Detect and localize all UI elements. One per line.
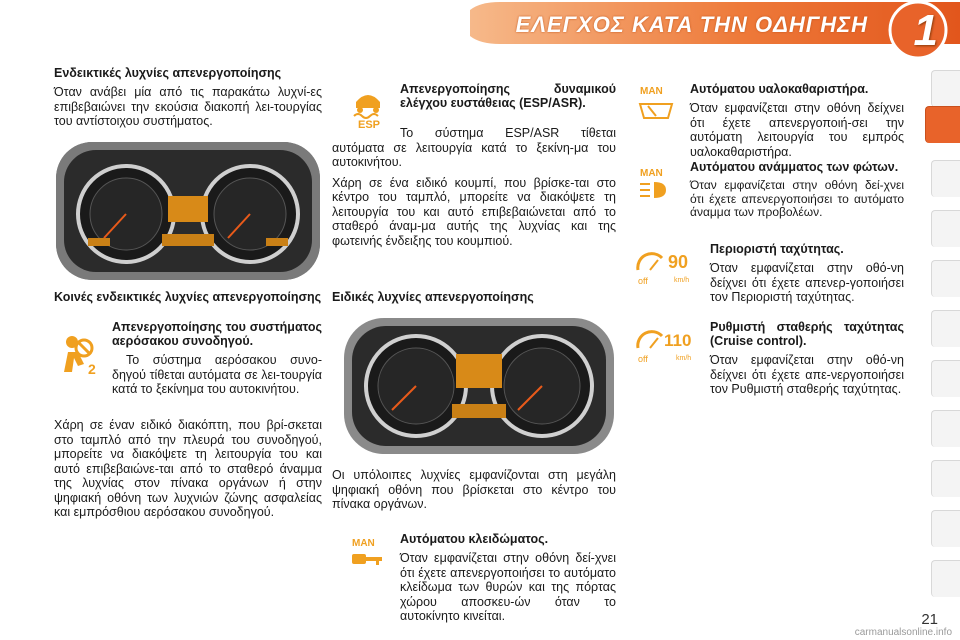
speed-limiter-value: 90 [668, 252, 689, 272]
auto-lights-heading: Αυτόματου ανάμματος των φώτων. [690, 160, 899, 174]
chapter-tab[interactable] [931, 160, 960, 197]
intro-text: Όταν ανάβει μία από τις παρακάτω λυχνί-ες επιβεβαιώνει την εκούσια διακοπή λει-τουργίας του αντίστοιχου συστήματος. [54, 85, 322, 128]
specific-lights-section [332, 290, 616, 309]
page-header [0, 0, 960, 60]
esp-text-block [332, 126, 616, 254]
chapter-tab[interactable] [931, 70, 960, 107]
esp-block [400, 82, 616, 115]
cruise-control-off-label: off [638, 354, 648, 364]
chapter-tab[interactable] [931, 410, 960, 447]
watermark: carmanualsonline.info [854, 627, 952, 638]
instrument-panel-image [56, 142, 320, 280]
instrument-panel-image-2 [344, 318, 614, 454]
chapter-number: 1 [913, 6, 938, 55]
speed-limiter-heading: Περιοριστή ταχύτητας. [710, 242, 844, 256]
auto-lock-icon-label: MAN [352, 538, 375, 549]
cruise-control-unit: km/h [676, 355, 692, 362]
esp-heading: Απενεργοποίησης δυναμικού ελέγχου ευστάθειας (ESP/ASR). [400, 82, 616, 110]
auto-wiper-icon [636, 82, 676, 124]
page-number: 21 [921, 611, 938, 628]
chapter-tab[interactable] [931, 210, 960, 247]
chapter-tab[interactable] [931, 560, 960, 597]
section-heading: Κοινές ενδεικτικές λυχνίες απενεργοποίησης [54, 290, 322, 304]
airbag-text: Το σύστημα αερόσακου συνο-δηγού τίθεται αυτόματα σε λει-τουργία κατά το ξεκίνημα του αυτοκινήτου. [112, 353, 322, 396]
speed-limiter-icon [634, 246, 702, 286]
auto-wiper-block [690, 82, 904, 165]
common-lights-section [54, 290, 322, 309]
specific-lights-text: Οι υπόλοιπες λυχνίες εμφανίζονται στη μεγάλη ψηφιακή οθόνη που βρίσκεται στο κέντρο του πίνακα οργάνων. [332, 468, 616, 511]
airbag-heading: Απενεργοποίησης του συστήματος αερόσακου συνοδηγού. [112, 320, 322, 348]
speed-limiter-unit: km/h [674, 277, 690, 284]
page-title: ΕΛΕΓΧΟΣ ΚΑΤΑ ΤΗΝ ΟΔΗΓΗΣΗ [515, 12, 868, 37]
auto-wiper-heading: Αυτόματου υαλοκαθαριστήρα. [690, 82, 869, 96]
cruise-control-block [710, 320, 904, 403]
auto-lights-icon [636, 164, 676, 204]
auto-lock-block [400, 532, 616, 630]
auto-lights-block [690, 160, 904, 226]
auto-lock-heading: Αυτόματου κλειδώματος. [400, 532, 549, 546]
svg-text:2: 2 [88, 361, 96, 376]
airbag-block [112, 320, 322, 403]
cruise-control-icon [634, 324, 702, 364]
cruise-control-value: 110 [664, 331, 692, 350]
section-heading: Ενδεικτικές λυχνίες απενεργοποίησης [54, 66, 282, 80]
instrument-cluster-illustration [344, 318, 614, 454]
esp-detail-text: Χάρη σε ένα ειδικό κουμπί, που βρίσκε-ται στο κέντρο του ταμπλό, μπορείτε να διακόψετε τη λειτουργία του και αυτό επιβεβαιώνεται από το σταθερό άναμ-μα αυτής της λυχνίας και της φωτεινής ένδειξης του κουμπιού. [332, 175, 616, 248]
auto-lock-text: Όταν εμφανίζεται στην οθόνη δεί-χνει ότι έχετε απενεργοποιήσει το αυτόματο κλείδωμα των θυρών και της πόρτας χώρου αποσκευ-ών όταν το αυτοκίνητο κινείται. [400, 551, 616, 623]
chapter-tab[interactable] [931, 260, 960, 297]
speed-limiter-text: Όταν εμφανίζεται στην οθό-νη δείχνει ότι έχετε απενερ-γοποιήσει τον Περιοριστή ταχύτητας. [710, 261, 904, 304]
specific-lights-text-block [332, 468, 616, 518]
auto-lights-icon-label: MAN [640, 168, 663, 179]
chapter-tab[interactable] [931, 310, 960, 347]
auto-lights-text: Όταν εμφανίζεται στην οθόνη δεί-χνει ότι έχετε απενεργοποιήσει το αυτόματο άναμμα των προβολέων. [690, 178, 904, 219]
chapter-tabs [928, 70, 960, 600]
airbag-details [54, 418, 322, 526]
speed-limiter-off-label: off [638, 276, 648, 286]
speed-limiter-block [710, 242, 904, 311]
cruise-control-text: Όταν εμφανίζεται στην οθό-νη δείχνει ότι έχετε απε-νεργοποιήσει τον Ρυθμιστή σταθερής ταχύτητας. [710, 353, 904, 396]
chapter-tab-active[interactable] [925, 106, 960, 143]
chapter-tab[interactable] [931, 460, 960, 497]
airbag-off-icon [58, 332, 102, 376]
auto-wiper-icon-label: MAN [640, 86, 663, 97]
auto-wiper-text: Όταν εμφανίζεται στην οθόνη δείχνει ότι έχετε απενεργοποιή-σει την αυτόματη λειτουργία του εμπρός υαλοκαθαριστήρα. [690, 101, 904, 159]
chapter-tab[interactable] [931, 510, 960, 547]
airbag-detail-text: Χάρη σε έναν ειδικό διακόπτη, που βρί-σκεται στο ταμπλό από την πλευρά του συνοδηγού, μπορείτε να διακόψετε τη λειτουργία του και αυτό επιβεβαιώνε-ται από το σταθερό άναμμα της λυχνίας στον πίνακα οργάνων ή στην ψηφιακή οθόνη των λυχνιών ζώνης ασφαλείας και εμπρόσθιου αερόσακου συνοδηγού. [54, 418, 322, 519]
auto-lock-icon [348, 534, 388, 574]
esp-text: Το σύστημα ESP/ASR τίθεται αυτόματα σε λειτουργία κατά το ξεκίνη-μα του αυτοκινήτου. [332, 126, 616, 169]
column-1 [54, 66, 322, 135]
chapter-tab[interactable] [931, 360, 960, 397]
cruise-control-heading: Ρυθμιστή σταθερής ταχύτητας (Cruise control). [710, 320, 904, 348]
section-heading: Ειδικές λυχνίες απενεργοποίησης [332, 290, 534, 304]
instrument-cluster-illustration [56, 142, 320, 280]
esp-off-icon [348, 84, 388, 128]
svg-text:ESP: ESP [358, 119, 381, 128]
